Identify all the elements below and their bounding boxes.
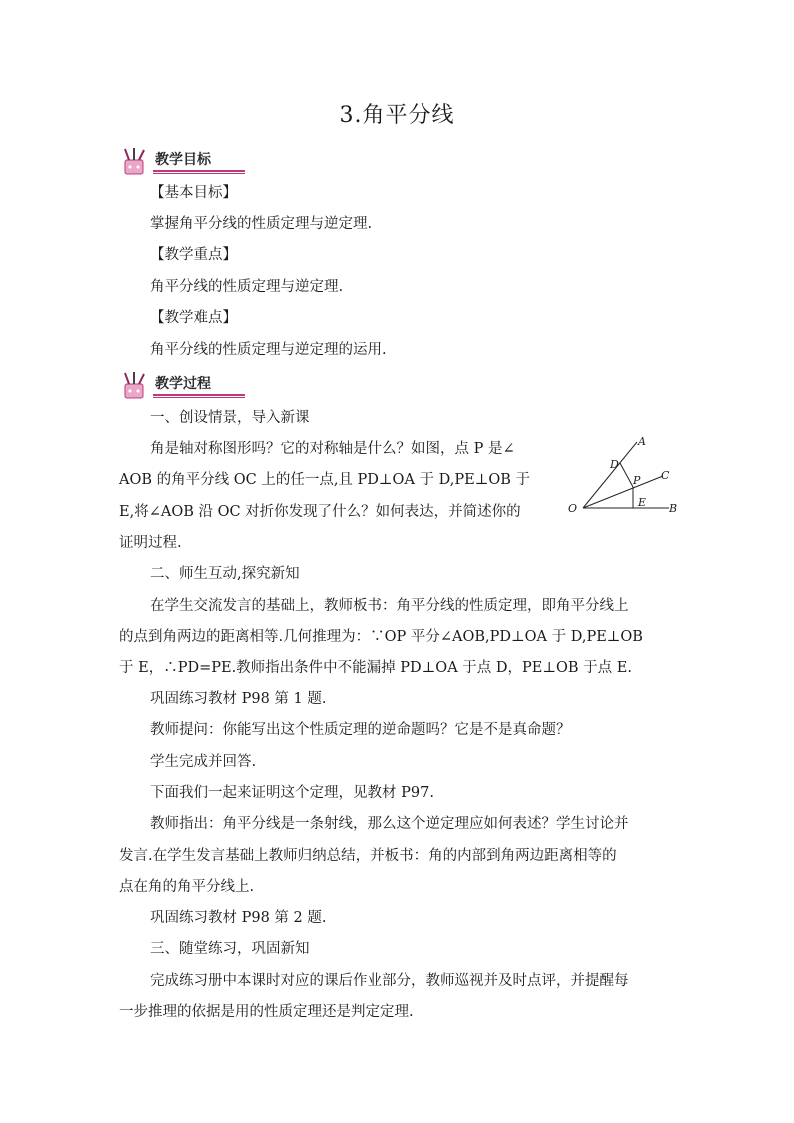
section1-title: 一、创设情景，导入新课 bbox=[150, 410, 310, 426]
ray-OA bbox=[583, 442, 637, 508]
basic-goal-label: 【基本目标】 bbox=[150, 185, 237, 201]
label-B: B bbox=[669, 502, 678, 515]
label-D: D bbox=[610, 458, 619, 471]
ray-OC bbox=[583, 476, 663, 508]
section-underline bbox=[153, 397, 245, 398]
paragraph-line: 发言.在学生发言基础上教师归纳总结，并板书：角的内部到角两边距离相等的 bbox=[119, 848, 617, 864]
label-P: P bbox=[633, 474, 641, 487]
paragraph-line: E,将∠AOB 沿 OC 对折你发现了什么？如何表达，并简述你的 bbox=[119, 504, 521, 520]
segment-PD bbox=[620, 463, 633, 487]
pencil-cup-icon bbox=[117, 148, 153, 176]
difficult-point-label: 【教学难点】 bbox=[150, 310, 237, 326]
section-title-process: 教学过程 bbox=[155, 376, 211, 392]
paragraph-line: 角是轴对称图形吗？它的对称轴是什么？如图，点 P 是∠ bbox=[150, 441, 515, 457]
pencil-cup-icon bbox=[117, 372, 153, 400]
paragraph-line: 完成练习册中本课时对应的课后作业部分，教师巡视并及时点评，并提醒每 bbox=[150, 973, 629, 989]
paragraph-line: 教师提问：你能写出这个性质定理的逆命题吗？它是不是真命题？ bbox=[150, 722, 571, 738]
section-underline bbox=[153, 170, 245, 172]
section-header-process bbox=[117, 372, 247, 400]
section-header-goals bbox=[117, 148, 247, 176]
label-A: A bbox=[638, 435, 646, 448]
page-title: 3.角平分线 bbox=[339, 103, 455, 128]
paragraph-line: AOB 的角平分线 OC 上的任一点,且 PD⊥OA 于 D,PE⊥OB 于 bbox=[119, 472, 530, 488]
paragraph-line: 于 E，∴PD=PE.教师指出条件中不能漏掉 PD⊥OA 于点 D，PE⊥OB 于点 E. bbox=[119, 660, 632, 676]
paragraph-line: 点在角的角平分线上. bbox=[119, 879, 255, 895]
paragraph-line: 巩固练习教材 P98 第 1 题. bbox=[150, 691, 327, 707]
key-point-text: 角平分线的性质定理与逆定理. bbox=[150, 279, 344, 295]
paragraph-line: 学生完成并回答. bbox=[150, 754, 257, 770]
paragraph-line: 教师指出：角平分线是一条射线，那么这个逆定理应如何表述？学生讨论并 bbox=[150, 816, 629, 832]
difficult-point-text: 角平分线的性质定理与逆定理的运用. bbox=[150, 342, 387, 358]
section-underline bbox=[153, 173, 245, 174]
paragraph-line: 的点到角两边的距离相等.几何推理为：∵OP 平分∠AOB,PD⊥OA 于 D,PE⊥OB bbox=[119, 629, 643, 645]
section3-title: 三、随堂练习，巩固新知 bbox=[150, 941, 310, 957]
paragraph-line: 一步推理的依据是用的性质定理还是判定定理. bbox=[119, 1004, 414, 1020]
section-title-goals: 教学目标 bbox=[155, 152, 211, 168]
key-point-label: 【教学重点】 bbox=[150, 247, 237, 263]
section-underline bbox=[153, 394, 245, 396]
label-C: C bbox=[661, 469, 670, 482]
label-E: E bbox=[638, 496, 647, 509]
angle-bisector-figure bbox=[565, 434, 695, 524]
paragraph-line: 下面我们一起来证明这个定理，见教材 P97. bbox=[150, 785, 434, 801]
paragraph-line: 巩固练习教材 P98 第 2 题. bbox=[150, 910, 327, 926]
paragraph-line: 证明过程. bbox=[119, 535, 182, 551]
basic-goal-text: 掌握角平分线的性质定理与逆定理. bbox=[150, 216, 373, 232]
label-O: O bbox=[568, 502, 578, 515]
section2-title: 二、师生互动,探究新知 bbox=[150, 566, 300, 582]
paragraph-line: 在学生交流发言的基础上，教师板书：角平分线的性质定理，即角平分线上 bbox=[150, 598, 629, 614]
